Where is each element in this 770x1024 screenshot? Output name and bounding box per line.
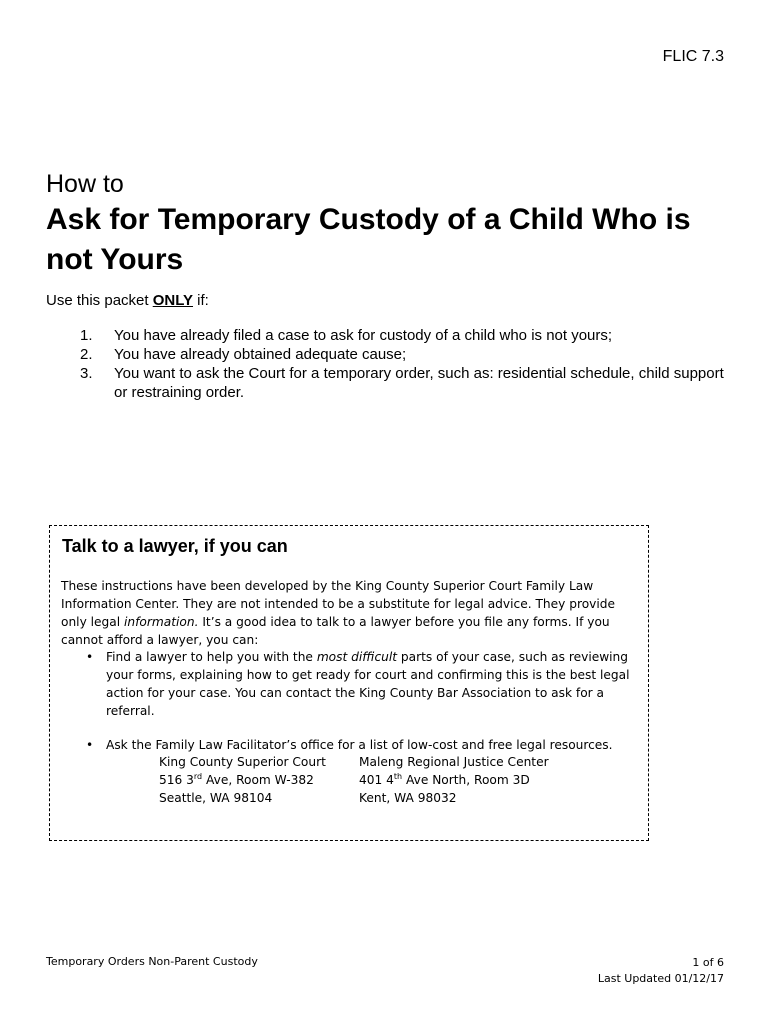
intro-line xyxy=(46,292,209,309)
street-rest: Ave, Room W-382 xyxy=(202,773,314,787)
page-number: 1 of 6 xyxy=(692,956,724,969)
bullet-text: Ask the Family Law Facilitator’s office for a list of low-cost and free legal resources. xyxy=(106,738,613,752)
list-text: You want to ask the Court for a temporary order, such as: residential schedule, child support or restraining order. xyxy=(114,365,724,401)
address-street xyxy=(359,771,549,789)
address-street xyxy=(159,771,326,789)
address-name: Maleng Regional Justice Center xyxy=(359,755,549,769)
intro-suffix: if: xyxy=(193,292,209,309)
callout-paragraph-emphasis: information. xyxy=(124,615,199,629)
street-ordinal: th xyxy=(393,771,403,781)
address-seattle xyxy=(159,753,326,807)
bullet-text-emphasis: most difficult xyxy=(316,650,398,664)
list-item xyxy=(80,326,740,345)
street-number: 401 4 xyxy=(359,773,394,787)
callout-paragraph-end: It’s a good idea to talk to a lawyer before you file any forms. If you cannot afford a lawyer, you can: xyxy=(61,615,610,647)
address-name: King County Superior Court xyxy=(159,755,326,769)
intro-prefix: Use this packet xyxy=(46,292,153,309)
list-text: You have already filed a case to ask for custody of a child who is not yours; xyxy=(114,327,613,344)
list-text: You have already obtained adequate cause; xyxy=(114,346,407,363)
callout-title: Talk to a lawyer, if you can xyxy=(62,536,288,556)
street-ordinal: rd xyxy=(193,771,203,781)
callout-paragraph xyxy=(61,577,641,649)
list-number: 3. xyxy=(80,365,93,382)
address-city: Kent, WA 98032 xyxy=(359,791,457,805)
lawyer-callout-box xyxy=(49,525,649,841)
form-id: FLIC 7.3 xyxy=(662,48,724,65)
list-number: 1. xyxy=(80,327,93,344)
list-number: 2. xyxy=(80,346,93,363)
street-rest: Ave North, Room 3D xyxy=(402,773,530,787)
bullet-text-end: parts of your case, such as reviewing your forms, explaining how to get ready for court and confirming this is the best legal action for your case. You can contact the King County Bar Association to ask for a referral. xyxy=(106,650,630,718)
street-number: 516 3 xyxy=(159,773,194,787)
intro-emphasis: ONLY xyxy=(152,292,194,309)
page-title: Ask for Temporary Custody of a Child Who is not Yours xyxy=(46,203,691,276)
address-kent xyxy=(359,753,549,807)
list-item xyxy=(74,648,634,720)
address-city: Seattle, WA 98104 xyxy=(159,791,273,805)
footer-title: Temporary Orders Non-Parent Custody xyxy=(46,955,258,968)
callout-paragraph-start: These instructions have been developed by the King County Superior Court Family Law Information Center. They are not intended to be a substitute for legal advice. They provide only legal xyxy=(61,579,615,629)
bullet-text-start: Find a lawyer to help you with the xyxy=(106,650,317,664)
list-item xyxy=(80,364,740,402)
callout-bullets xyxy=(74,648,634,754)
bullet-icon: • xyxy=(86,650,94,664)
last-updated: Last Updated 01/12/17 xyxy=(597,972,724,985)
heading-kicker: How to xyxy=(46,170,124,198)
list-item xyxy=(74,736,634,754)
footer-meta xyxy=(598,955,724,987)
list-item xyxy=(80,345,740,364)
conditions-list xyxy=(80,326,740,402)
bullet-icon: • xyxy=(86,738,94,752)
